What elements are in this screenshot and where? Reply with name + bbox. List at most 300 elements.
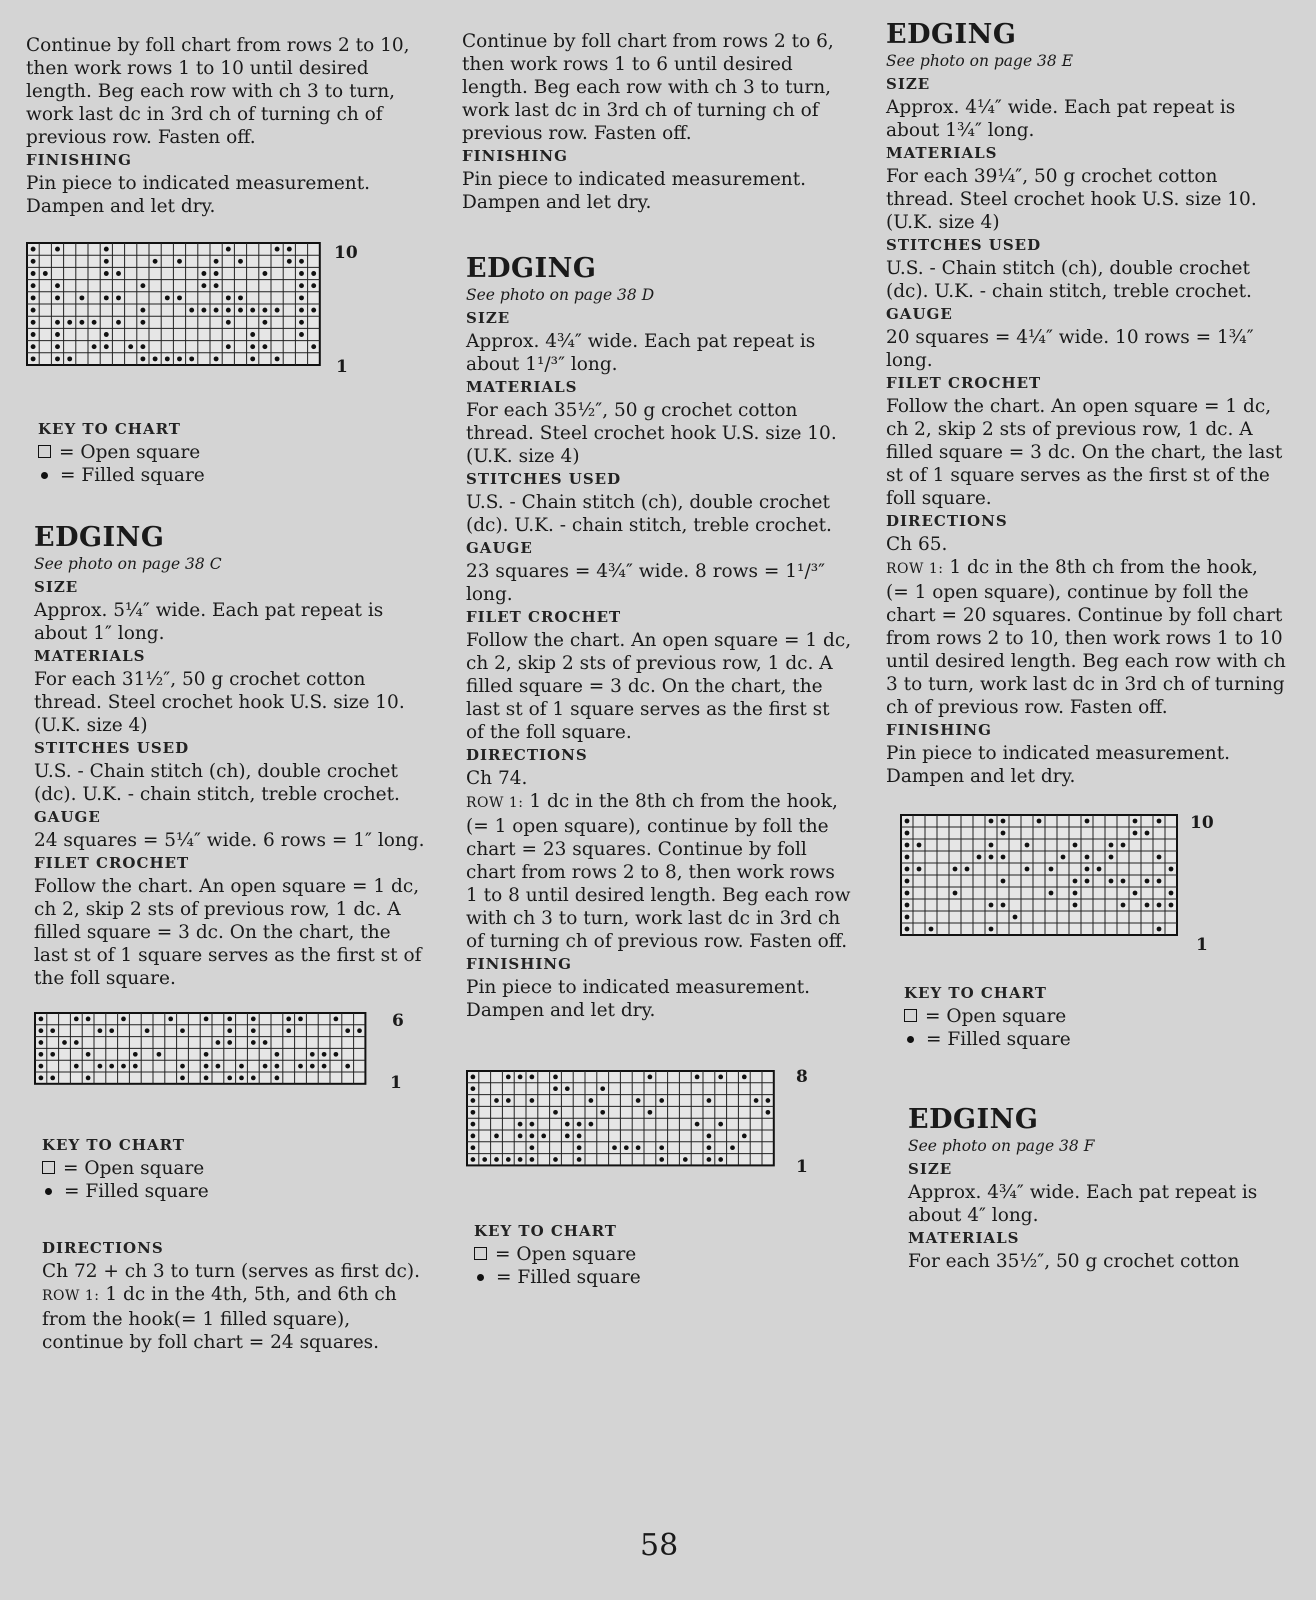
filled-square-dot (189, 308, 194, 313)
filled-square-dot (471, 1086, 476, 1091)
chart-row-bottom: 1 (796, 1157, 808, 1177)
filled-square-dot (263, 1064, 268, 1069)
filled-square-dot (718, 1122, 723, 1127)
filled-square-dot (250, 332, 255, 337)
filled-square-dot (39, 1040, 44, 1045)
filet-label: FILET CROCHET (466, 608, 622, 626)
filled-square-dot (553, 1075, 558, 1080)
filled-square-dot (238, 308, 243, 313)
filled-square-dot (1145, 879, 1150, 884)
filled-square-dot (530, 1098, 535, 1103)
filled-square-dot (905, 903, 910, 908)
filled-square-dot (310, 1064, 315, 1069)
filled-square-dot (201, 308, 206, 313)
materials-text: For each 31½″, 50 g crochet cotton thread. Steel crochet hook U.S. size 10. (U.K. size 4) (34, 669, 405, 736)
filled-square-dot (204, 1052, 209, 1057)
filled-square-dot (299, 332, 304, 337)
filled-square-dot (180, 1064, 185, 1069)
filled-square-dot (1061, 855, 1066, 860)
filled-square-dot (140, 308, 145, 313)
filled-square-dot (1049, 867, 1054, 872)
gauge-text: 24 squares = 5¼″ wide. 6 rows = 1″ long. (34, 830, 425, 851)
filled-square-dot (201, 271, 206, 276)
filled-square-dot (311, 344, 316, 349)
materials-label: MATERIALS (34, 647, 146, 665)
filet-label: FILET CROCHET (34, 854, 190, 872)
filled-square-dot (121, 1064, 126, 1069)
filled-square-dot (1121, 879, 1126, 884)
filled-square-dot (311, 283, 316, 288)
key-open: = Open square (38, 441, 426, 464)
filled-square-icon (45, 1188, 52, 1195)
finishing-label: FINISHING (462, 147, 568, 165)
filled-square-dot (1145, 831, 1150, 836)
filled-square-dot (707, 1145, 712, 1150)
filled-square-dot (204, 1017, 209, 1022)
filled-square-dot (917, 843, 922, 848)
filled-square-dot (707, 1157, 712, 1162)
stitches-label: STITCHES USED (466, 470, 622, 488)
filled-square-dot (104, 295, 109, 300)
filled-square-dot (251, 1028, 256, 1033)
chart-row-bottom: 1 (336, 357, 348, 377)
filled-square-dot (1073, 879, 1078, 884)
filled-square-dot (707, 1134, 712, 1139)
materials-text: For each 35½″, 50 g crochet cotton (908, 1251, 1240, 1272)
finishing-text: Pin piece to indicated measurement. Dampen and let dry. (462, 169, 807, 213)
open-square-icon (904, 1009, 917, 1022)
filled-square-dot (275, 1076, 280, 1081)
filled-square-dot (67, 320, 72, 325)
filled-square-dot (55, 247, 60, 252)
directions-text: Ch 72 + ch 3 to turn (serves as first dc). (42, 1261, 420, 1282)
filled-square-dot (214, 259, 219, 264)
filled-square-dot (116, 271, 121, 276)
filled-square-dot (62, 1040, 67, 1045)
filled-square-dot (541, 1134, 546, 1139)
filled-square-dot (530, 1122, 535, 1127)
filled-square-dot (140, 320, 145, 325)
filled-square-dot (471, 1110, 476, 1115)
filled-square-dot (506, 1157, 511, 1162)
filled-square-dot (577, 1145, 582, 1150)
filled-square-dot (39, 1064, 44, 1069)
filled-square-dot (1133, 891, 1138, 896)
filled-square-dot (299, 259, 304, 264)
filled-square-dot (905, 927, 910, 932)
filled-square-dot (104, 247, 109, 252)
filled-square-dot (1133, 819, 1138, 824)
chart-row-bottom: 1 (1196, 935, 1208, 955)
filled-square-dot (718, 1157, 723, 1162)
filled-square-dot (530, 1134, 535, 1139)
continue-text: Continue by foll chart from rows 2 to 10, then work rows 1 to 10 until desired length. Beg each row with ch 3 to turn, work last dc in 3rd ch of turning ch of previous row. Fasten off. (26, 35, 410, 148)
filled-square-dot (55, 332, 60, 337)
key-label: KEY TO CHART (474, 1222, 617, 1240)
size-text: Approx. 4¾″ wide. Each pat repeat is about 4″ long. (908, 1182, 1258, 1226)
filled-square-dot (55, 295, 60, 300)
filled-square-dot (31, 295, 36, 300)
filled-square-dot (905, 867, 910, 872)
gauge-label: GAUGE (466, 539, 533, 557)
filled-square-icon (907, 1036, 914, 1043)
filled-square-dot (553, 1110, 558, 1115)
filled-square-dot (226, 320, 231, 325)
filled-square-dot (204, 1064, 209, 1069)
filled-square-dot (74, 1064, 79, 1069)
filled-square-dot (168, 1017, 173, 1022)
filled-square-dot (612, 1145, 617, 1150)
key-label: KEY TO CHART (904, 984, 1047, 1002)
filled-square-dot (707, 1098, 712, 1103)
filled-square-dot (216, 1040, 221, 1045)
materials-label: MATERIALS (908, 1229, 1020, 1247)
filled-square-dot (659, 1145, 664, 1150)
edging-c (34, 523, 426, 1354)
filled-square-dot (250, 308, 255, 313)
filled-square-dot (730, 1145, 735, 1150)
filled-square-dot (1073, 903, 1078, 908)
filled-square-dot (482, 1157, 487, 1162)
filled-square-dot (1169, 867, 1174, 872)
filled-square-dot (905, 891, 910, 896)
filled-square-dot (79, 295, 84, 300)
filled-square-dot (1001, 831, 1006, 836)
filled-square-dot (530, 1145, 535, 1150)
filet-chart-a (26, 242, 426, 390)
directions-label: DIRECTIONS (42, 1239, 164, 1257)
filled-square-dot (322, 1064, 327, 1069)
filled-square-dot (1157, 819, 1162, 824)
filled-square-dot (74, 1017, 79, 1022)
column-3 (886, 20, 1286, 1273)
filled-square-dot (1109, 879, 1114, 884)
filled-square-dot (989, 843, 994, 848)
filled-square-dot (905, 879, 910, 884)
filled-square-dot (659, 1157, 664, 1162)
filled-square-dot (1073, 891, 1078, 896)
filled-square-dot (1001, 903, 1006, 908)
section-subtitle: See photo on page 38 E (886, 52, 1074, 70)
filled-square-dot (1085, 867, 1090, 872)
filled-square-dot (718, 1075, 723, 1080)
filled-square-dot (695, 1122, 700, 1127)
filled-square-dot (121, 1017, 126, 1022)
section-subtitle: See photo on page 38 C (34, 555, 222, 573)
filet-text: Follow the chart. An open square = 1 dc, ch 2, skip 2 sts of previous row, 1 dc. A filled square = 3 dc. On the chart, the last st of 1 square serves as the first st of the foll square. (34, 876, 422, 989)
filled-square-dot (50, 1028, 55, 1033)
filled-square-dot (153, 259, 158, 264)
stitches-text: U.S. - Chain stitch (ch), double crochet (dc). U.K. - chain stitch, treble crochet. (34, 761, 400, 805)
section-title: EDGING (34, 522, 165, 553)
filled-square-dot (989, 927, 994, 932)
filled-square-dot (239, 1076, 244, 1081)
directions-label: DIRECTIONS (886, 512, 1008, 530)
filled-square-dot (1109, 843, 1114, 848)
key-label: KEY TO CHART (42, 1136, 185, 1154)
filled-square-dot (471, 1145, 476, 1150)
filet-text: Follow the chart. An open square = 1 dc, ch 2, skip 2 sts of previous row, 1 dc. A filled square = 3 dc. On the chart, the last st of 1 square serves as the first st of the foll square. (466, 630, 852, 743)
size-text: Approx. 5¼″ wide. Each pat repeat is about 1″ long. (34, 600, 384, 644)
filled-square-dot (98, 1064, 103, 1069)
filled-square-dot (239, 1064, 244, 1069)
size-label: SIZE (886, 75, 931, 93)
filled-square-dot (201, 283, 206, 288)
filled-square-dot (31, 332, 36, 337)
filled-square-dot (251, 1017, 256, 1022)
filled-square-dot (518, 1157, 523, 1162)
column-1 (26, 34, 426, 1354)
filled-square-dot (79, 320, 84, 325)
filled-square-dot (929, 927, 934, 932)
filled-square-dot (1085, 819, 1090, 824)
filled-square-dot (74, 1040, 79, 1045)
filled-square-dot (577, 1134, 582, 1139)
filled-square-dot (262, 271, 267, 276)
filled-square-dot (116, 320, 121, 325)
size-text: Approx. 4¾″ wide. Each pat repeat is about 1¹/³″ long. (466, 331, 816, 375)
filled-square-dot (636, 1145, 641, 1150)
filled-square-dot (86, 1052, 91, 1057)
column-2 (462, 30, 852, 1289)
gauge-text: 23 squares = 4¾″ wide. 8 rows = 1¹/³″ long. (466, 561, 826, 605)
filled-square-dot (636, 1098, 641, 1103)
filled-square-dot (140, 283, 145, 288)
filled-square-dot (104, 259, 109, 264)
filled-square-dot (180, 1076, 185, 1081)
filled-square-dot (92, 320, 97, 325)
key-filled: = Filled square (42, 1180, 426, 1203)
filled-square-dot (262, 308, 267, 313)
filled-square-dot (39, 1052, 44, 1057)
chart-row-top: 6 (392, 1011, 404, 1031)
filled-square-dot (226, 247, 231, 252)
filled-square-dot (214, 356, 219, 361)
filled-square-dot (600, 1110, 605, 1115)
row1-text: ROW 1: 1 dc in the 4th, 5th, and 6th ch from the hook(= 1 filled square), continue by foll chart = 24 squares. (42, 1284, 397, 1353)
filled-square-dot (766, 1098, 771, 1103)
filled-square-dot (214, 271, 219, 276)
filled-square-dot (286, 1017, 291, 1022)
filled-square-dot (50, 1076, 55, 1081)
filled-square-dot (189, 356, 194, 361)
filled-square-dot (299, 283, 304, 288)
filled-square-dot (104, 271, 109, 276)
filled-square-dot (589, 1122, 594, 1127)
filled-square-dot (55, 356, 60, 361)
filled-square-dot (1025, 843, 1030, 848)
filled-square-dot (659, 1098, 664, 1103)
filled-square-dot (98, 1028, 103, 1033)
filled-square-dot (494, 1098, 499, 1103)
filled-square-dot (1169, 903, 1174, 908)
filled-square-dot (140, 356, 145, 361)
filled-square-dot (31, 259, 36, 264)
filled-square-dot (345, 1028, 350, 1033)
materials-label: MATERIALS (886, 144, 998, 162)
filled-square-dot (50, 1052, 55, 1057)
filled-square-dot (128, 344, 133, 349)
finishing-text: Pin piece to indicated measurement. Dampen and let dry. (466, 977, 811, 1021)
key-open: = Open square (904, 1005, 1286, 1028)
filled-square-dot (31, 356, 36, 361)
filled-square-dot (989, 855, 994, 860)
filled-square-dot (965, 867, 970, 872)
filled-square-dot (39, 1076, 44, 1081)
filled-square-dot (1085, 879, 1090, 884)
filled-square-dot (1133, 831, 1138, 836)
edging-f (908, 1105, 1286, 1273)
filled-square-dot (905, 831, 910, 836)
filled-square-dot (165, 295, 170, 300)
filled-square-dot (262, 344, 267, 349)
filled-square-dot (506, 1075, 511, 1080)
filled-square-dot (55, 283, 60, 288)
chart-row-bottom: 1 (390, 1073, 402, 1093)
filled-square-dot (494, 1157, 499, 1162)
filled-square-dot (109, 1028, 114, 1033)
filled-square-dot (953, 891, 958, 896)
filled-square-dot (250, 356, 255, 361)
filled-square-dot (1157, 855, 1162, 860)
filled-square-dot (989, 819, 994, 824)
chart-key (474, 1220, 852, 1289)
filled-square-dot (31, 344, 36, 349)
filled-square-dot (1001, 855, 1006, 860)
filled-square-dot (67, 356, 72, 361)
key-open: = Open square (474, 1243, 852, 1266)
size-label: SIZE (34, 578, 79, 596)
stitches-text: U.S. - Chain stitch (ch), double crochet (dc). U.K. - chain stitch, treble crochet. (886, 258, 1252, 302)
filled-square-dot (322, 1052, 327, 1057)
filled-square-dot (287, 247, 292, 252)
filled-square-dot (905, 819, 910, 824)
filled-square-dot (1109, 855, 1114, 860)
filled-square-dot (109, 1064, 114, 1069)
filled-square-dot (298, 1064, 303, 1069)
filled-square-dot (1157, 879, 1162, 884)
size-label: SIZE (466, 309, 511, 327)
filled-square-dot (357, 1028, 362, 1033)
key-label: KEY TO CHART (38, 420, 181, 438)
filled-square-dot (86, 1017, 91, 1022)
key-filled: = Filled square (904, 1028, 1286, 1051)
filet-text: Follow the chart. An open square = 1 dc, ch 2, skip 2 sts of previous row, 1 dc. A filled square = 3 dc. On the chart, the last st of 1 square serves as the first st of the foll square. (886, 396, 1283, 509)
filled-square-dot (145, 1028, 150, 1033)
materials-label: MATERIALS (466, 378, 578, 396)
filled-square-icon (41, 472, 48, 479)
filled-square-dot (565, 1122, 570, 1127)
filled-square-dot (226, 295, 231, 300)
filled-square-dot (695, 1075, 700, 1080)
filled-square-dot (506, 1098, 511, 1103)
filled-square-dot (683, 1157, 688, 1162)
filled-square-dot (311, 308, 316, 313)
filled-square-dot (1049, 891, 1054, 896)
filled-square-dot (648, 1075, 653, 1080)
filled-square-dot (310, 1052, 315, 1057)
chart-row-top: 10 (1190, 813, 1214, 833)
filled-square-dot (905, 915, 910, 920)
key-open: = Open square (42, 1157, 426, 1180)
filled-square-dot (275, 1052, 280, 1057)
filled-square-dot (165, 356, 170, 361)
filled-square-dot (177, 295, 182, 300)
filled-square-dot (275, 247, 280, 252)
filled-square-dot (275, 308, 280, 313)
gauge-text: 20 squares = 4¼″ wide. 10 rows = 1¾″ long. (886, 327, 1254, 371)
edging-e (886, 20, 1286, 1051)
filled-square-dot (977, 855, 982, 860)
filled-square-dot (262, 320, 267, 325)
filled-square-dot (577, 1157, 582, 1162)
filled-square-dot (530, 1157, 535, 1162)
filled-square-dot (1025, 867, 1030, 872)
section-subtitle: See photo on page 38 F (908, 1137, 1095, 1155)
filled-square-dot (742, 1075, 747, 1080)
chart-row-top: 8 (796, 1067, 808, 1087)
filled-square-dot (299, 295, 304, 300)
stitches-label: STITCHES USED (886, 236, 1042, 254)
gauge-label: GAUGE (886, 305, 953, 323)
filled-square-dot (286, 1028, 291, 1033)
filled-square-dot (1001, 819, 1006, 824)
open-square-icon (38, 445, 51, 458)
filled-square-dot (39, 1017, 44, 1022)
section-title: EDGING (886, 19, 1017, 50)
chart-key (42, 1134, 426, 1203)
filled-square-dot (905, 843, 910, 848)
filled-square-dot (766, 1110, 771, 1115)
finishing-label: FINISHING (886, 721, 992, 739)
filled-square-dot (31, 320, 36, 325)
filled-square-dot (1145, 903, 1150, 908)
finishing-label: FINISHING (26, 151, 132, 169)
filled-square-dot (518, 1122, 523, 1127)
page-number: 58 (640, 1528, 679, 1563)
filled-square-dot (133, 1052, 138, 1057)
finishing-text: Pin piece to indicated measurement. Dampen and let dry. (26, 173, 371, 217)
filet-chart-e (900, 814, 1286, 958)
filled-square-dot (1121, 843, 1126, 848)
filled-square-dot (153, 356, 158, 361)
section-title: EDGING (466, 253, 597, 284)
filled-square-dot (31, 247, 36, 252)
filled-square-dot (31, 271, 36, 276)
filled-square-dot (1097, 867, 1102, 872)
filled-square-dot (251, 1040, 256, 1045)
filet-label: FILET CROCHET (886, 374, 1042, 392)
filled-square-dot (299, 271, 304, 276)
filled-square-dot (518, 1075, 523, 1080)
filled-square-dot (104, 344, 109, 349)
size-label: SIZE (908, 1160, 953, 1178)
filled-square-dot (553, 1157, 558, 1162)
directions-text: Ch 65. (886, 534, 948, 555)
materials-text: For each 39¼″, 50 g crochet cotton thread. Steel crochet hook U.S. size 10. (U.K. size 4) (886, 166, 1257, 233)
filled-square-dot (311, 271, 316, 276)
size-text: Approx. 4¼″ wide. Each pat repeat is about 1¾″ long. (886, 97, 1236, 141)
filled-square-dot (565, 1134, 570, 1139)
filled-square-dot (953, 867, 958, 872)
key-filled: = Filled square (38, 464, 426, 487)
finishing-text: Pin piece to indicated measurement. Dampen and let dry. (886, 743, 1231, 787)
chart-row-top: 10 (334, 243, 358, 263)
stitches-label: STITCHES USED (34, 739, 190, 757)
filled-square-dot (177, 259, 182, 264)
continue-text: Continue by foll chart from rows 2 to 6, then work rows 1 to 6 until desired length. Beg each row with ch 3 to turn, work last dc in 3rd ch of turning ch of previous row. Fasten off. (462, 31, 834, 144)
filled-square-dot (157, 1052, 162, 1057)
